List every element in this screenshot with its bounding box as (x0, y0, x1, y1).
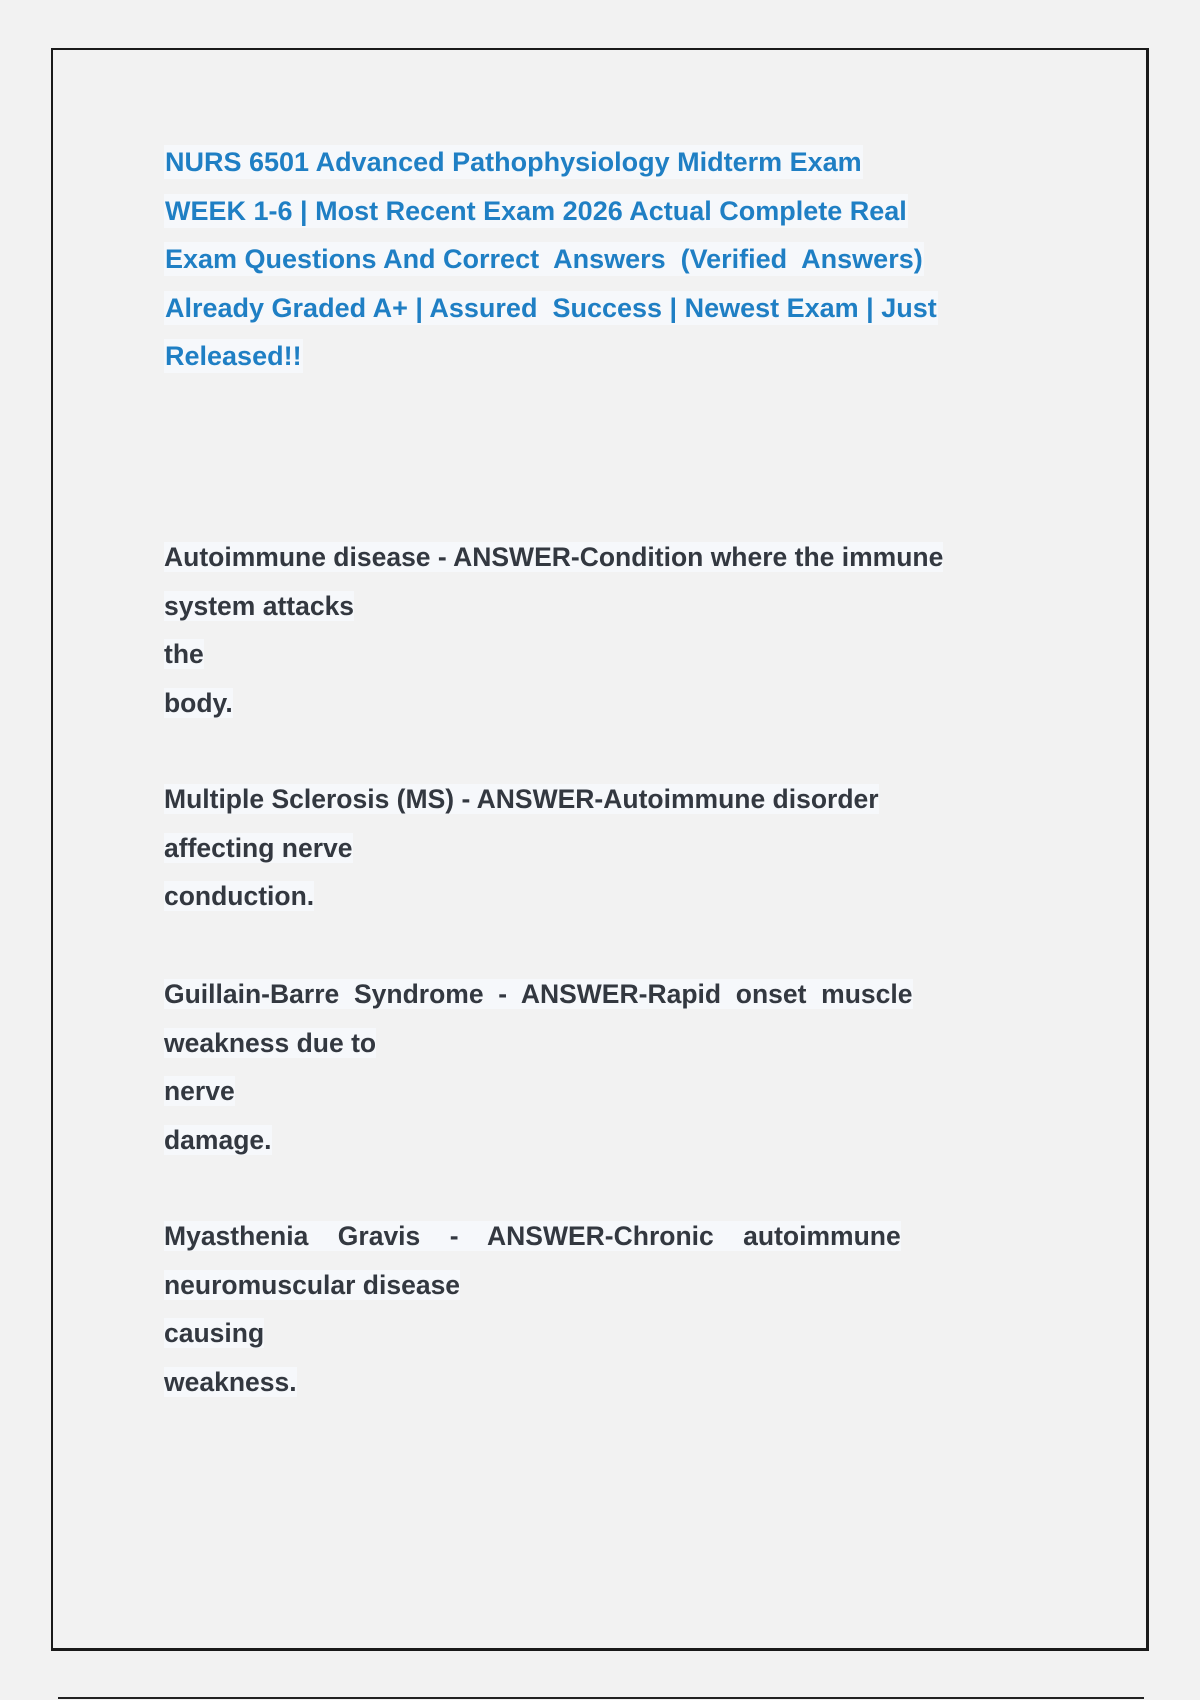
qa-line: weakness. (164, 1366, 297, 1397)
qa-line: Guillain-Barre Syndrome - ANSWER-Rapid onset muscle (164, 979, 913, 1009)
qa-line: causing (164, 1318, 265, 1348)
qa-line: conduction. (164, 881, 315, 911)
qa-line: Multiple Sclerosis (MS) - ANSWER-Autoimmune disorder (164, 784, 879, 814)
qa-entry-guillain-barre (164, 970, 913, 1164)
qa-entry-myasthenia-gravis (164, 1212, 901, 1406)
document-title (164, 138, 1064, 381)
title-line: Already Graded A+ | Assured Success | Newest Exam | Just (165, 292, 937, 323)
next-page-top-border (58, 1697, 1144, 1699)
qa-line: Myasthenia Gravis - ANSWER-Chronic autoimmune (164, 1221, 901, 1251)
qa-line: system attacks (164, 590, 355, 621)
title-line: Exam Questions And Correct Answers (Verified Answers) (165, 244, 923, 274)
document-page (51, 48, 1149, 1651)
qa-line: damage. (164, 1124, 272, 1155)
qa-line: the (164, 639, 204, 669)
qa-line: neuromuscular disease (164, 1269, 461, 1300)
title-line: Released!! (165, 341, 302, 371)
qa-line: body. (164, 687, 233, 718)
qa-line: Autoimmune disease - ANSWER-Condition where the immune (164, 542, 944, 572)
title-line: NURS 6501 Advanced Pathophysiology Midterm Exam (165, 147, 862, 177)
qa-entry-multiple-sclerosis (164, 775, 879, 921)
qa-line: affecting nerve (164, 832, 353, 863)
title-line: WEEK 1-6 | Most Recent Exam 2026 Actual Complete Real (165, 195, 907, 226)
qa-line: weakness due to (164, 1027, 377, 1058)
qa-line: nerve (164, 1076, 235, 1106)
qa-entry-autoimmune-disease (164, 533, 943, 727)
